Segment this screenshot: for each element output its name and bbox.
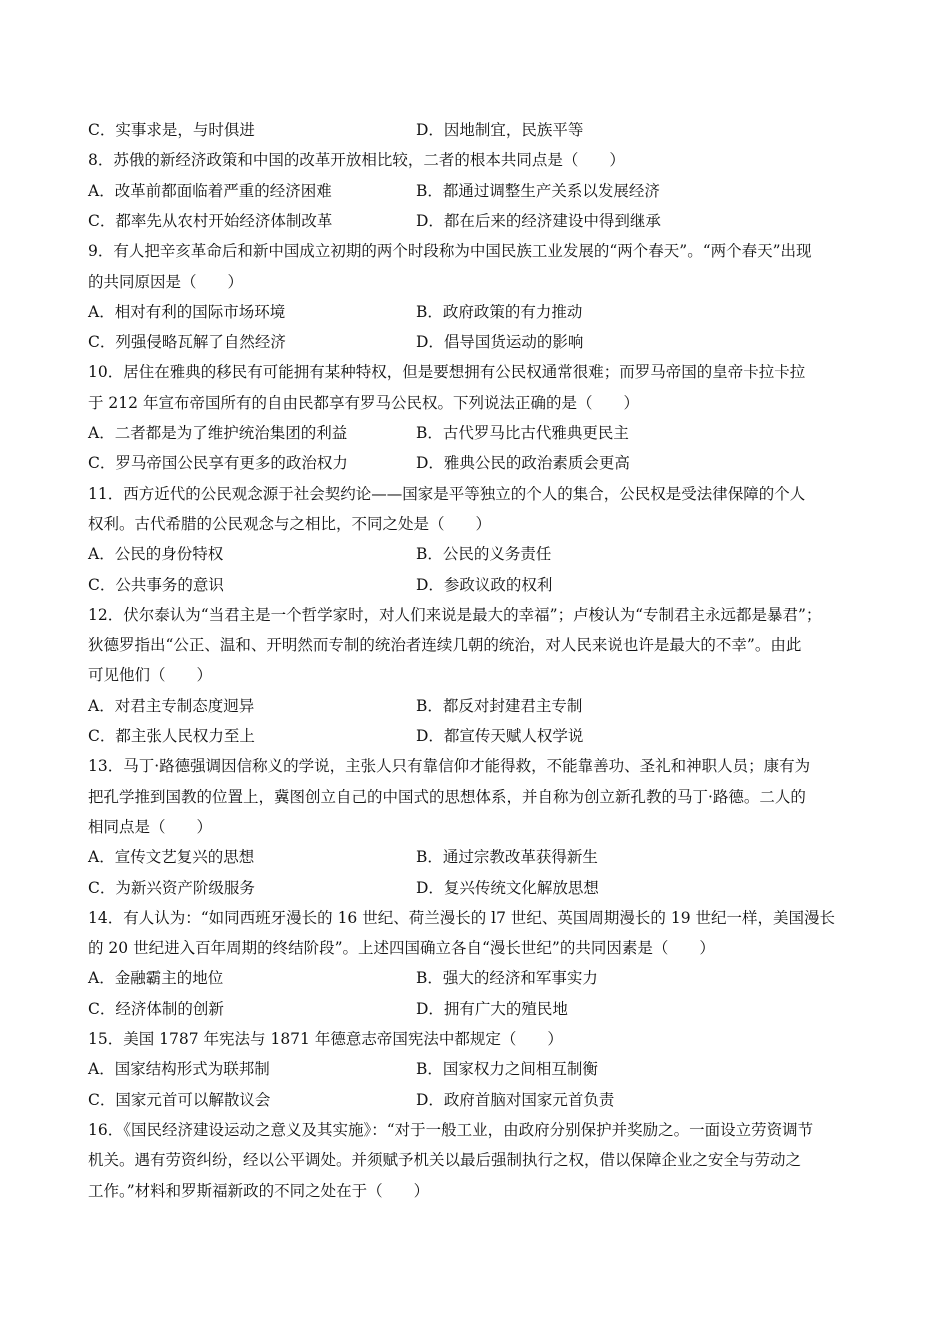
option-right: B．强大的经济和军事实力: [416, 969, 598, 987]
option-left: C．都主张人民权力至上: [88, 727, 255, 745]
option-right: B．通过宗教改革获得新生: [416, 848, 598, 866]
question-text-line: 的共同原因是（ ）: [88, 273, 244, 291]
question-text-line: 狄德罗指出“公正、温和、开明然而专制的统治者连续几朝的统治，对人民来说也许是最大的不幸”。由此: [88, 636, 802, 654]
option-row: [88, 206, 878, 236]
option-left: A．金融霸主的地位: [88, 969, 224, 987]
question-text-line: 12．伏尔泰认为“当君主是一个哲学家时，对人们来说是最大的幸福”；卢梭认为“专制君主永远都是暴君”；: [88, 606, 822, 624]
option-left: C．经济体制的创新: [88, 1000, 224, 1018]
option-right: D．拥有广大的殖民地: [416, 1000, 568, 1018]
option-left: C．罗马帝国公民享有更多的政治权力: [88, 454, 348, 472]
option-row: [88, 1054, 878, 1084]
option-left: C．列强侵略瓦解了自然经济: [88, 333, 286, 351]
option-row: [88, 873, 878, 903]
option-row: [88, 418, 878, 448]
option-row: [88, 115, 878, 145]
question-text-line: 11．西方近代的公民观念源于社会契约论——国家是平等独立的个人的集合，公民权是受法律保障的个人: [88, 485, 806, 503]
option-row: [88, 570, 878, 600]
option-row: [88, 994, 878, 1024]
question-text-line: 于 212 年宣布帝国所有的自由民都享有罗马公民权。下列说法正确的是（ ）: [88, 394, 639, 412]
option-row: [88, 721, 878, 751]
option-right: B．公民的义务责任: [416, 545, 552, 563]
option-right: D．倡导国货运动的影响: [416, 333, 584, 351]
question-text-line: 的 20 世纪进入百年周期的终结阶段”。上述四国确立各自“漫长世纪”的共同因素是（ ）: [88, 939, 715, 957]
option-left: A．公民的身份特权: [88, 545, 224, 563]
option-left: A．宣传文艺复兴的思想: [88, 848, 255, 866]
option-right: B．都通过调整生产关系以发展经济: [416, 182, 660, 200]
option-right: D．复兴传统文化解放思想: [416, 879, 599, 897]
option-left: A．二者都是为了维护统治集团的利益: [88, 424, 348, 442]
option-row: [88, 1085, 878, 1115]
option-right: D．参政议政的权利: [416, 576, 553, 594]
option-left: A．相对有利的国际市场环境: [88, 303, 286, 321]
option-row: [88, 448, 878, 478]
option-row: [88, 691, 878, 721]
option-left: C．都率先从农村开始经济体制改革: [88, 212, 333, 230]
question-text-line: 14．有人认为：“如同西班牙漫长的 16 世纪、荷兰漫长的 l7 世纪、英国周期漫长的 19 世纪一样，美国漫长: [88, 909, 835, 927]
question-text-line: 相同点是（ ）: [88, 818, 213, 836]
question-text-line: 9．有人把辛亥革命后和新中国成立初期的两个时段称为中国民族工业发展的“两个春天”。“两个春天”出现: [88, 242, 812, 260]
question-text-line: 可见他们（ ）: [88, 666, 213, 684]
option-left: C．实事求是，与时俱进: [88, 121, 255, 139]
option-left: A．国家结构形式为联邦制: [88, 1060, 270, 1078]
option-left: C．国家元首可以解散议会: [88, 1091, 271, 1109]
question-text-line: 8．苏俄的新经济政策和中国的改革开放相比较，二者的根本共同点是（ ）: [88, 151, 625, 169]
question-text-line: 15．美国 1787 年宪法与 1871 年德意志帝国宪法中都规定（ ）: [88, 1030, 563, 1048]
question-text-line: 工作。”材料和罗斯福新政的不同之处在于（ ）: [88, 1182, 430, 1200]
question-text-line: 16．《国民经济建设运动之意义及其实施》：“对于一般工业，由政府分别保护并奖励之。一面设立劳资调节: [88, 1121, 814, 1139]
option-right: D．都宣传天赋人权学说: [416, 727, 584, 745]
option-left: C．为新兴资产阶级服务: [88, 879, 255, 897]
question-text-line: 13．马丁·路德强调因信称义的学说，主张人只有靠信仰才能得救，不能靠善功、圣礼和神职人员；康有为: [88, 757, 811, 775]
option-row: [88, 297, 878, 327]
option-right: D．都在后来的经济建设中得到继承: [416, 212, 661, 230]
option-right: D．因地制宜，民族平等: [416, 121, 584, 139]
option-left: A．对君主专制态度迥异: [88, 697, 255, 715]
option-right: B．都反对封建君主专制: [416, 697, 583, 715]
option-row: [88, 327, 878, 357]
option-row: [88, 539, 878, 569]
question-text-line: 10．居住在雅典的移民有可能拥有某种特权，但是要想拥有公民权通常很难；而罗马帝国的皇帝卡拉卡拉: [88, 363, 806, 381]
option-right: B．国家权力之间相互制衡: [416, 1060, 598, 1078]
option-right: B．政府政策的有力推动: [416, 303, 583, 321]
option-row: [88, 842, 878, 872]
option-left: C．公共事务的意识: [88, 576, 224, 594]
option-left: A．改革前都面临着严重的经济困难: [88, 182, 332, 200]
option-right: D．雅典公民的政治素质会更高: [416, 454, 630, 472]
option-row: [88, 963, 878, 993]
option-row: [88, 176, 878, 206]
option-right: D．政府首脑对国家元首负责: [416, 1091, 615, 1109]
question-text-line: 把孔学推到国教的位置上，冀图创立自己的中国式的思想体系，并自称为创立新孔教的马丁·路德。二人的: [88, 788, 806, 806]
option-right: B．古代罗马比古代雅典更民主: [416, 424, 629, 442]
question-text-line: 机关。遇有劳资纠纷，经以公平调处。并须赋予机关以最后强制执行之权，借以保障企业之安全与劳动之: [88, 1151, 802, 1169]
question-text-line: 权利。古代希腊的公民观念与之相比，不同之处是（ ）: [88, 515, 492, 533]
